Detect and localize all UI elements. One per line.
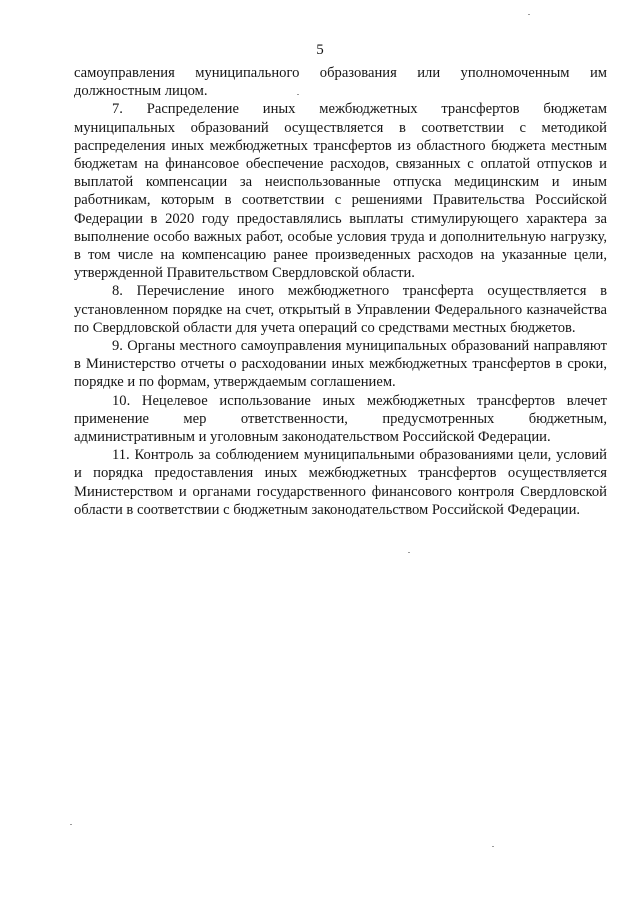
document-body <box>74 64 607 519</box>
paragraph-item-10: 10. Нецелевое использование иных межбюджетных трансфертов влечет применение мер ответственности, предусмотренных бюджетным, административным и уголовным законодательством Российской Федерации. <box>74 392 607 446</box>
paragraph-item-7: 7. Распределение иных межбюджетных трансфертов бюджетам муниципальных образований осуществляется в соответствии с методикой распределения иных межбюджетных трансфертов из областного бюджета местным бюджетам на финансовое обеспечение расходов, связанных с оплатой отпусков и выплатой компенсации за неиспользованные отпуска медицинским и иным работникам, которым в соответствии с решениями Правительства Российской Федерации в 2020 году предоставлялись выплаты стимулирующего характера за выполнение особо важных работ, особые условия труда и дополнительную нагрузку, в том числе на компенсацию ранее произведенных расходов на указанные цели, утвержденной Правительством Свердловской области. <box>74 101 607 282</box>
scan-speck <box>408 552 410 553</box>
paragraph-item-8: 8. Перечисление иного межбюджетного трансферта осуществляется в установленном порядке на счет, открытый в Управлении Федерального казначейства по Свердловской области для учета операций со средствами местных бюджетов. <box>74 283 607 336</box>
page-number: 5 <box>316 42 324 58</box>
paragraph-continuation: самоуправления муниципального образования или уполномоченным им должностным лицом. <box>74 65 607 100</box>
paragraph-item-11: 11. Контроль за соблюдением муниципальными образованиями цели, условий и порядка предоставления иных межбюджетных трансфертов осуществляется Министерством и органами государственного финансового контроля Свердловской области в соответствии с бюджетным законодательством Российской Федерации. <box>74 447 607 518</box>
scan-speck <box>492 846 494 847</box>
scan-speck <box>528 14 530 15</box>
paragraph-item-9: 9. Органы местного самоуправления муниципальных образований направляют в Министерство отчеты о расходовании иных межбюджетных трансфертов в сроки, порядке и по формам, утверждаемым соглашением. <box>74 338 607 391</box>
scan-speck <box>297 94 299 95</box>
scan-speck <box>70 824 72 825</box>
